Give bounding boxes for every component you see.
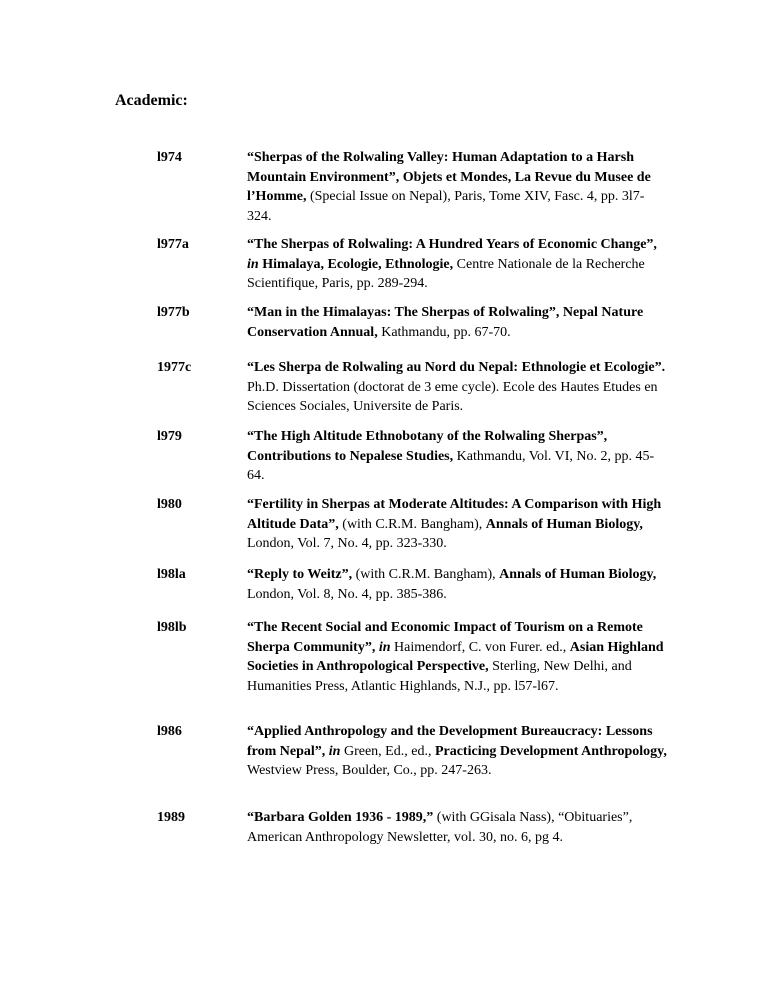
citation-bold-text: “The High Altitude Ethnobotany of the Rolwaling Sherpas”, Contributions to Nepalese Studies, [247, 429, 608, 464]
citation-text: Ph.D. Dissertation (doctorat de 3 eme cycle). Ecole des Hautes Etudes en Sciences Sociales, Universite de Paris. [247, 379, 658, 415]
citation-bold-text: “Reply to Weitz”, [247, 567, 353, 582]
publication-year: l986 [157, 724, 182, 739]
publication-year: l980 [157, 497, 182, 512]
citation-bold-text: “The Sherpas of Rolwaling: A Hundred Years of Economic Change”, [247, 237, 657, 252]
citation-bold-text: “Fertility in Sherpas at Moderate Altitudes: A Comparison with High Altitude Data”, [247, 497, 662, 532]
citation-bold-text: “Les Sherpa de Rolwaling au Nord du Nepal: Ethnologie et Ecologie”. [247, 360, 666, 375]
publication-year: l98lb [157, 620, 187, 635]
citation-bold-text: Annals of Human Biology, [499, 567, 657, 582]
publication-year: l974 [157, 150, 182, 165]
citation-text: Haimendorf, C. von Furer. ed., [390, 639, 570, 655]
publication-citation [247, 358, 667, 417]
citation-bold-text: Practicing Development Anthropology, [434, 743, 667, 759]
citation-text: (with C.R.M. Bangham), [338, 516, 486, 532]
publication-citation [247, 427, 667, 486]
citation-italic-text: in [328, 743, 341, 759]
publication-citation [247, 235, 667, 294]
citation-bold-text: Himalaya, Ecologie, Ethnologie, [258, 256, 454, 272]
publication-year: l979 [157, 429, 182, 444]
publication-citation [247, 808, 667, 847]
citation-italic-text: in [378, 639, 391, 655]
citation-text: London, Vol. 8, No. 4, pp. 385-386. [247, 586, 447, 602]
citation-bold-text: Asian Highland Societies in Anthropological Perspective, [247, 639, 664, 675]
citation-italic-text: in [247, 256, 259, 272]
citation-bold-text: Annals of Human Biology, [485, 516, 643, 532]
citation-text: Sterling, New Delhi, and Humanities Press, Atlantic Highlands, N.J., pp. l57-l67. [247, 659, 632, 695]
citation-text: Westview Press, Boulder, Co., pp. 247-263. [247, 763, 492, 779]
citation-text: Centre Nationale de la Recherche Scientifique, Paris, pp. 289-294. [247, 256, 645, 292]
citation-bold-text: “Barbara Golden 1936 - 1989,” [247, 810, 434, 825]
citation-text: (Special Issue on Nepal), Paris, Tome XIV, Fasc. 4, pp. 3l7-324. [247, 189, 645, 225]
publication-citation [247, 495, 667, 554]
citation-bold-text: “The Recent Social and Economic Impact of Tourism on a Remote Sherpa Community”, [247, 620, 643, 655]
publication-year: 1977c [157, 360, 192, 375]
publication-citation [247, 148, 667, 227]
citation-text: Kathmandu, pp. 67-70. [377, 324, 511, 340]
citation-text: Kathmandu, Vol. VI, No. 2, pp. 45-64. [247, 448, 655, 484]
citation-bold-text: “Applied Anthropology and the Development Bureaucracy: Lessons from Nepal”, [247, 724, 653, 759]
citation-bold-text: “Man in the Himalayas: The Sherpas of Rolwaling”, Nepal Nature Conservation Annual, [247, 305, 644, 340]
publication-citation [247, 303, 667, 342]
citation-bold-text: “Sherpas of the Rolwaling Valley: Human Adaptation to a Harsh Mountain Environment”, Objets et Mondes, La Revue du Musee de l’Homme, [247, 150, 651, 205]
publication-year: l98la [157, 567, 186, 582]
publication-citation [247, 618, 667, 697]
publication-citation [247, 722, 667, 781]
citation-text: Green, Ed., ed., [340, 743, 435, 759]
citation-text: London, Vol. 7, No. 4, pp. 323-330. [247, 536, 447, 552]
section-heading: Academic: [115, 92, 188, 109]
publication-year: l977b [157, 305, 190, 320]
publication-year: l977a [157, 237, 189, 252]
citation-text: (with C.R.M. Bangham), [352, 567, 500, 582]
publication-citation [247, 565, 667, 604]
publication-year: 1989 [157, 810, 185, 825]
citation-text: (with GGisala Nass), “Obituaries”, American Anthropology Newsletter, vol. 30, no. 6, pg 4. [247, 810, 633, 845]
